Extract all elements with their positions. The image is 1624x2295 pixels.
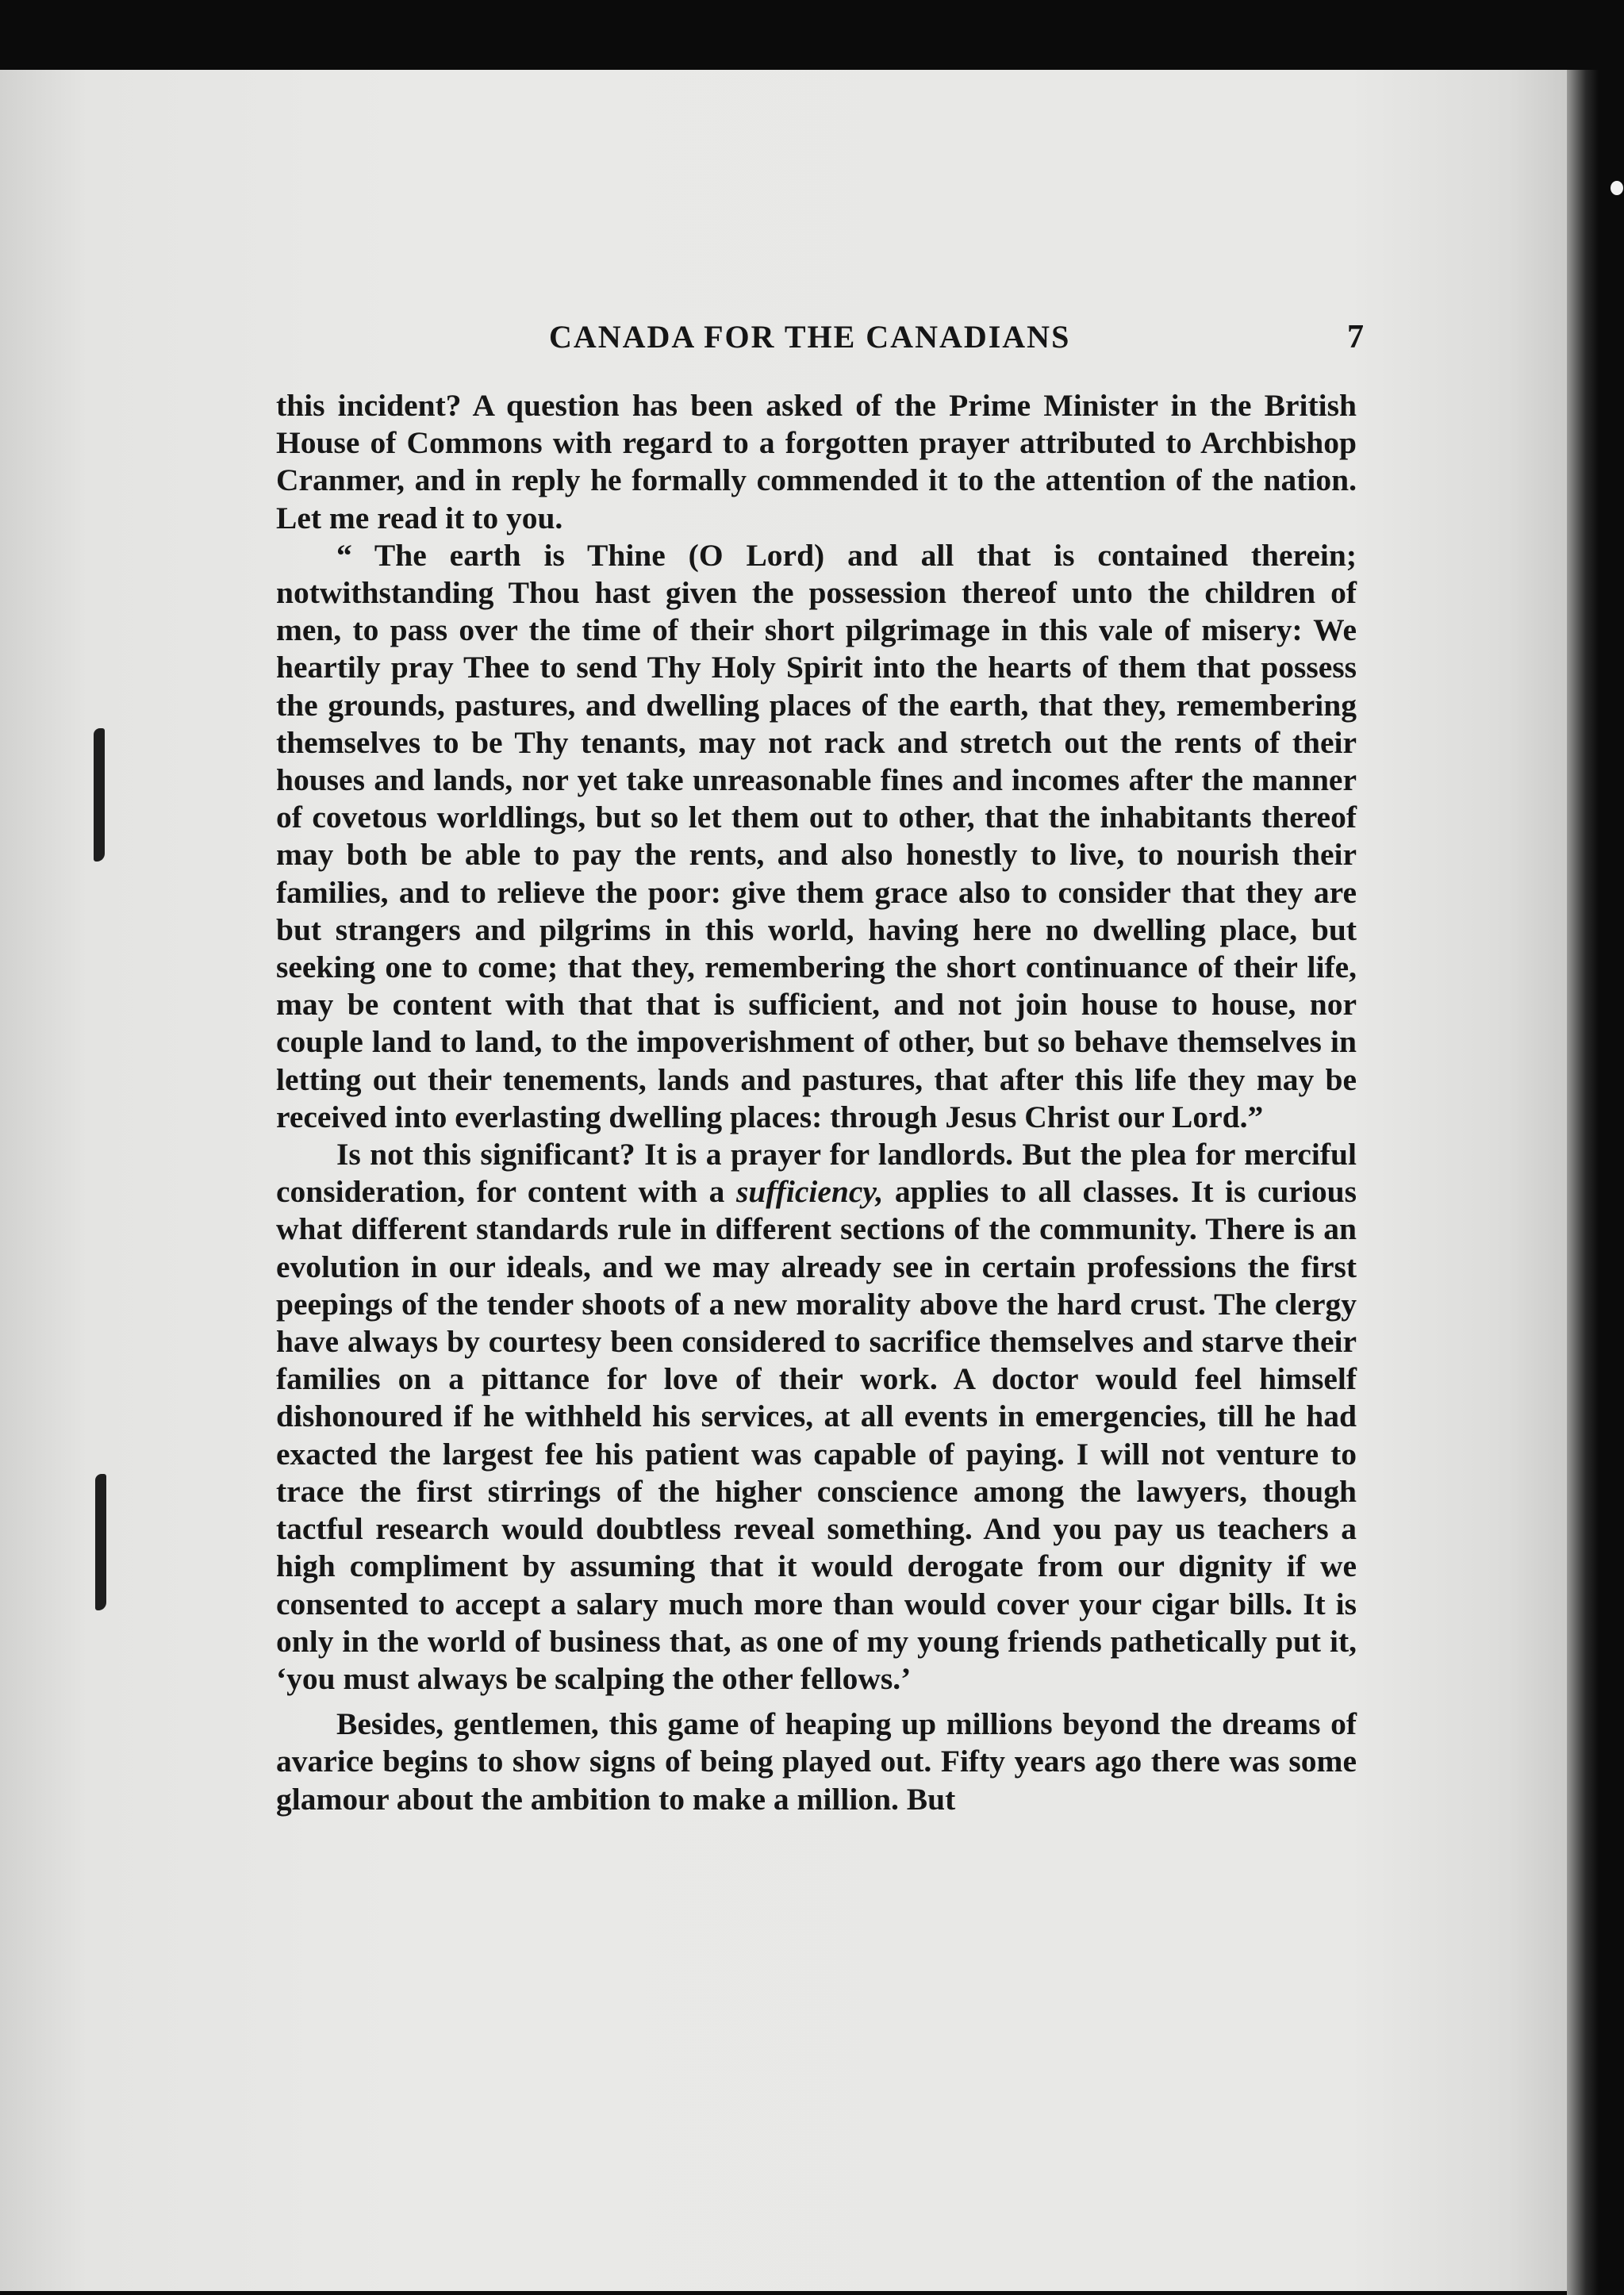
- quoted-prayer-paragraph: “ The earth is Thine (O Lord) and all that is contained therein; notwithstanding Thou hast given the possession thereof unto the children of men, to pass over the time of their short pilgrimage in this vale of misery: We heartily pray Thee to send Thy Holy Spirit into the hearts of them that possess the grounds, pastures, and dwelling places of the earth, that they, remembering themselves to be Thy tenants, may not rack and stretch out the rents of their houses and lands, nor yet take unreasonable fines and incomes after the manner of covetous worldlings, but so let them out to other, that the inhabitants thereof may both be able to pay the rents, and also honestly to live, to nourish their families, and to relieve the poor: give them grace also to consider that they are but strangers and pilgrims in this world, having here no dwelling place, but seeking one to come; that they, remembering the short continuance of their life, may be content with that that is sufficient, and not join house to house, nor couple land to land, to the impoverishment of other, but so behave themselves in letting out their tenements, lands and pastures, that after this life they may be received into everlasting dwelling places: through Jesus Christ our Lord.”: [276, 537, 1357, 1134]
- margin-mark: [95, 1474, 106, 1610]
- body-text: [276, 387, 1357, 1818]
- page-number: 7: [1347, 319, 1364, 355]
- paragraph: [276, 1136, 1357, 1698]
- scan-artifact: [1611, 181, 1623, 195]
- paragraph-text: Is not this significant? It is a prayer for landlords. But the plea for merciful consideration, for content with a: [276, 1137, 1357, 1210]
- margin-mark: [94, 728, 105, 862]
- page-edge-shadow: [1567, 70, 1599, 2295]
- emphasis-word: sufficiency,: [735, 1174, 884, 1210]
- paragraph-text: applies to all classes. It is curious what different standards rule in different sections of the community. There is an evolution in our ideals, and we may already see in certain professions the first peepings of the tender shoots of a new morality above the hard crust. The clergy have always by courtesy been considered to sacrifice themselves and starve their families on a pittance for love of their work. A doctor would feel himself dishonoured if he withheld his services, at all events in emergencies, till he had exacted the largest fee his patient was capable of paying. I will not venture to trace the first stirrings of the higher conscience among the lawyers, though tactful research would doubtless reveal something. And you pay us teachers a high compliment by assuming that it would derogate from our dignity if we consented to accept a salary much more than would cover your cigar bills. It is only in the world of business that, as one of my young friends pathetically put it, ‘you must always be scalping the other fellows.’: [276, 1174, 1357, 1696]
- paragraph: Besides, gentlemen, this game of heaping up millions beyond the dreams of avarice begins to show signs of being played out. Fifty years ago there was some glamour about the ambition to make a million. But: [276, 1706, 1357, 1817]
- running-title: CANADA FOR THE CANADIANS: [549, 319, 1071, 355]
- paragraph: this incident? A question has been asked of the Prime Minister in the British House of Commons with regard to a forgotten prayer attributed to Archbishop Cranmer, and in reply he formally commended it to the attention of the nation. Let me read it to you.: [276, 388, 1357, 535]
- page-header: [0, 318, 1624, 358]
